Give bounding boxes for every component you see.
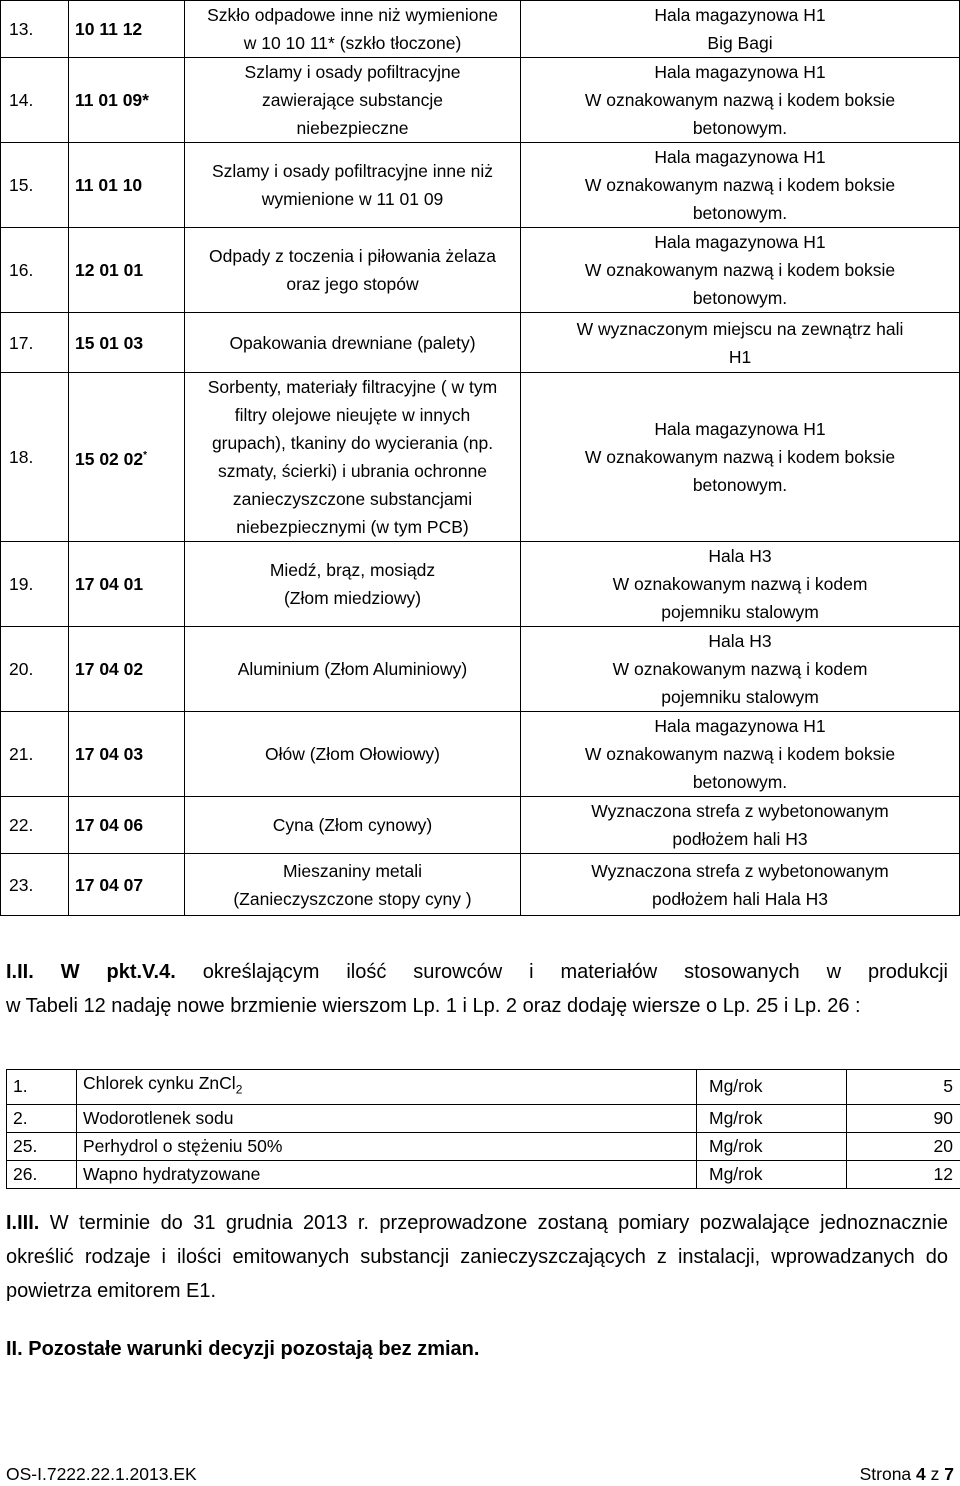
waste-name-line: Opakowania drewniane (palety) [229, 332, 476, 353]
page-number [860, 1464, 954, 1485]
material-unit: Mg/rok [697, 1070, 847, 1105]
material-lp: 26. [7, 1160, 77, 1188]
waste-place-line: W oznakowanym nazwą i kodem boksie [584, 744, 896, 764]
material-row [7, 1070, 960, 1105]
waste-code: 11 01 10 [75, 175, 143, 195]
waste-row-code [69, 58, 185, 143]
waste-row-place [521, 58, 960, 143]
waste-row-place [521, 1, 960, 58]
waste-name-line: filtry olejowe nieujęte w innych [234, 405, 471, 425]
waste-row-name [185, 542, 521, 627]
section-i-ii-rest: w Tabeli 12 nadaję nowe brzmienie wierszom Lp. 1 i Lp. 2 oraz dodaję wiersze o Lp. 25 i Lp. 26 : [6, 995, 861, 1017]
waste-place-line: Hala magazynowa H1 [654, 232, 826, 252]
page-sep: z [930, 1464, 940, 1484]
waste-place-line: podłożem hali H3 [672, 829, 808, 849]
material-lp: 1. [7, 1070, 77, 1105]
waste-name-line: grupach), tkaniny do wycierania (np. [211, 433, 494, 453]
section-i-iii-label: I.III. [6, 1212, 40, 1234]
waste-row-code [69, 313, 185, 373]
section-i-iii [6, 1206, 948, 1308]
waste-row [1, 373, 960, 542]
waste-row-name [185, 854, 521, 916]
waste-name-line: zanieczyszczone substancjami [232, 489, 473, 509]
waste-row-name [185, 1, 521, 58]
waste-row-lp: 23. [1, 854, 69, 916]
waste-place-line: podłożem hali Hala H3 [651, 888, 829, 909]
waste-row-lp: 22. [1, 797, 69, 854]
waste-row-place [521, 228, 960, 313]
waste-code: 12 01 01 [75, 260, 144, 280]
page-label: Strona [859, 1464, 912, 1484]
waste-row-code [69, 373, 185, 542]
waste-row-place [521, 627, 960, 712]
waste-place-line: Big Bagi [707, 33, 773, 53]
section-i-ii [6, 955, 948, 1023]
page-current: 4 [916, 1464, 926, 1484]
waste-place-line: betonowym. [692, 475, 788, 495]
waste-row-lp: 18. [1, 373, 69, 542]
material-name [77, 1070, 697, 1105]
waste-row [1, 313, 960, 373]
waste-row-place [521, 797, 960, 854]
section-i-iii-deadline: W terminie do 31 grudnia 2013 r. [49, 1212, 369, 1234]
waste-place-line: Hala H3 [708, 546, 772, 566]
section-i-ii-label: I.II. W pkt.V.4. [6, 961, 176, 983]
material-name-text: Wodorotlenek sodu [83, 1107, 234, 1128]
waste-place-line: betonowym. [692, 772, 788, 792]
waste-place-line: Hala magazynowa H1 [654, 716, 826, 736]
material-row [7, 1132, 960, 1160]
material-name-sub: 2 [235, 1082, 243, 1097]
section-ii-text: II. Pozostałe warunki decyzji pozostają bez zmian. [6, 1338, 480, 1360]
waste-name-line: zawierające substancje [262, 90, 443, 110]
material-lp: 25. [7, 1132, 77, 1160]
waste-place-line: W oznakowanym nazwą i kodem boksie [584, 90, 896, 110]
materials-table [6, 1069, 960, 1189]
waste-row-name [185, 373, 521, 542]
waste-row-code [69, 627, 185, 712]
waste-place-line: Hala magazynowa H1 [654, 62, 826, 82]
material-name [77, 1160, 697, 1188]
waste-row [1, 797, 960, 854]
material-row [7, 1160, 960, 1188]
waste-row-place [521, 712, 960, 797]
waste-row [1, 854, 960, 916]
waste-name-line: szmaty, ścierki) i ubrania ochronne [217, 461, 488, 481]
waste-row-lp: 14. [1, 58, 69, 143]
material-name-text: Wapno hydratyzowane [83, 1163, 261, 1184]
waste-row-lp: 17. [1, 313, 69, 373]
waste-code: 11 01 09* [75, 90, 149, 110]
waste-place-line: pojemniku stalowym [661, 602, 819, 622]
waste-name-line: Szkło odpadowe inne niż wymienione [207, 5, 498, 25]
page-total: 7 [944, 1464, 954, 1484]
waste-name-line: Mieszaniny metali [282, 860, 423, 881]
waste-name-line: wymienione w 11 01 09 [261, 189, 444, 209]
waste-name-line: w 10 10 11* (szkło tłoczone) [243, 33, 462, 53]
waste-row [1, 228, 960, 313]
waste-place-line: pojemniku stalowym [661, 687, 819, 707]
waste-row-place [521, 854, 960, 916]
material-name [77, 1104, 697, 1132]
section-i-iii-text: przeprowadzone zostaną pomiary pozwalające jednoznacznie określić rodzaje i ilości emitowanych substancji zanieczyszczających z instalacji, wprowadzanych do powietrza emitorem E1. [6, 1212, 949, 1302]
waste-row-code [69, 854, 185, 916]
waste-row [1, 143, 960, 228]
waste-row-name [185, 143, 521, 228]
waste-row-name [185, 627, 521, 712]
waste-code: 10 11 12 [75, 19, 143, 39]
waste-row-code [69, 797, 185, 854]
waste-row-name [185, 228, 521, 313]
waste-name-line: Szlamy i osady pofiltracyjne [244, 62, 461, 82]
waste-name-line: Aluminium (Złom Aluminiowy) [237, 659, 468, 679]
waste-row [1, 712, 960, 797]
waste-name-line: Cyna (Złom cynowy) [272, 815, 433, 835]
material-name [77, 1132, 697, 1160]
waste-code: 17 04 02 [75, 659, 144, 679]
waste-row [1, 1, 960, 58]
waste-code: 17 04 03 [75, 744, 144, 764]
waste-code: 15 01 03 [75, 332, 144, 353]
waste-place-line: betonowym. [692, 288, 788, 308]
waste-place-line: Hala magazynowa H1 [654, 5, 826, 25]
waste-name-line: Sorbenty, materiały filtracyjne ( w tym [207, 377, 498, 397]
waste-place-line: Wyznaczona strefa z wybetonowanym [591, 801, 889, 821]
waste-row-name [185, 313, 521, 373]
material-row [7, 1104, 960, 1132]
waste-row-lp: 21. [1, 712, 69, 797]
waste-row-code [69, 1, 185, 58]
waste-name-line: niebezpiecznymi (w tym PCB) [236, 517, 469, 537]
waste-place-line: W oznakowanym nazwą i kodem boksie [584, 260, 896, 280]
waste-name-line: oraz jego stopów [286, 274, 419, 294]
waste-code: 17 04 07 [75, 874, 144, 895]
waste-row-code [69, 143, 185, 228]
waste-code: 17 04 01 [75, 574, 144, 594]
waste-place-line: H1 [728, 346, 752, 367]
waste-row-lp: 15. [1, 143, 69, 228]
waste-row-lp: 16. [1, 228, 69, 313]
waste-place-line: Hala H3 [708, 631, 772, 651]
section-ii [6, 1332, 948, 1366]
waste-place-line: W oznakowanym nazwą i kodem [612, 659, 868, 679]
waste-place-line: betonowym. [692, 203, 788, 223]
waste-row [1, 627, 960, 712]
waste-code: 15 02 02 [75, 448, 144, 469]
material-unit: Mg/rok [697, 1132, 847, 1160]
waste-row-code [69, 228, 185, 313]
waste-name-line: Ołów (Złom Ołowiowy) [264, 744, 441, 764]
material-unit: Mg/rok [697, 1104, 847, 1132]
waste-code-sup: * [143, 449, 148, 461]
waste-row-code [69, 712, 185, 797]
material-qty: 5 [847, 1070, 960, 1105]
waste-place-line: Hala magazynowa H1 [654, 147, 826, 167]
waste-row-lp: 13. [1, 1, 69, 58]
waste-place-line: W wyznaczonym miejscu na zewnątrz hali [576, 318, 904, 339]
waste-row-place [521, 313, 960, 373]
material-qty: 12 [847, 1160, 960, 1188]
waste-place-line: W oznakowanym nazwą i kodem boksie [584, 175, 896, 195]
material-lp: 2. [7, 1104, 77, 1132]
waste-row-place [521, 542, 960, 627]
document-reference: OS-I.7222.22.1.2013.EK [6, 1464, 197, 1484]
waste-row-name [185, 797, 521, 854]
waste-place-line: betonowym. [692, 118, 788, 138]
waste-place-line: W oznakowanym nazwą i kodem boksie [584, 447, 896, 467]
material-qty: 90 [847, 1104, 960, 1132]
waste-place-line: Wyznaczona strefa z wybetonowanym [591, 860, 889, 881]
waste-code: 17 04 06 [75, 815, 144, 835]
waste-row-lp: 20. [1, 627, 69, 712]
waste-row-place [521, 143, 960, 228]
waste-place-line: Hala magazynowa H1 [654, 419, 826, 439]
waste-row-name [185, 58, 521, 143]
waste-place-line: W oznakowanym nazwą i kodem [612, 574, 868, 594]
material-name-text: Perhydrol o stężeniu 50% [83, 1135, 283, 1156]
waste-row [1, 58, 960, 143]
waste-name-line: (Zanieczyszczone stopy cyny ) [233, 888, 472, 909]
waste-row-lp: 19. [1, 542, 69, 627]
waste-row [1, 542, 960, 627]
waste-row-name [185, 712, 521, 797]
waste-name-line: niebezpieczne [296, 118, 409, 138]
waste-name-line: (Złom miedziowy) [283, 588, 422, 608]
waste-name-line: Szlamy i osady pofiltracyjne inne niż [211, 161, 494, 181]
material-unit: Mg/rok [697, 1160, 847, 1188]
material-qty: 20 [847, 1132, 960, 1160]
waste-row-place [521, 373, 960, 542]
section-i-ii-line1: określającym ilość surowców i materiałów stosowanych w produkcji [202, 961, 948, 983]
waste-name-line: Miedź, brąz, mosiądz [269, 560, 436, 580]
material-name-text: Chlorek cynku ZnCl [83, 1073, 236, 1093]
waste-row-code [69, 542, 185, 627]
waste-name-line: Odpady z toczenia i piłowania żelaza [209, 246, 496, 266]
page-footer [6, 1464, 954, 1485]
